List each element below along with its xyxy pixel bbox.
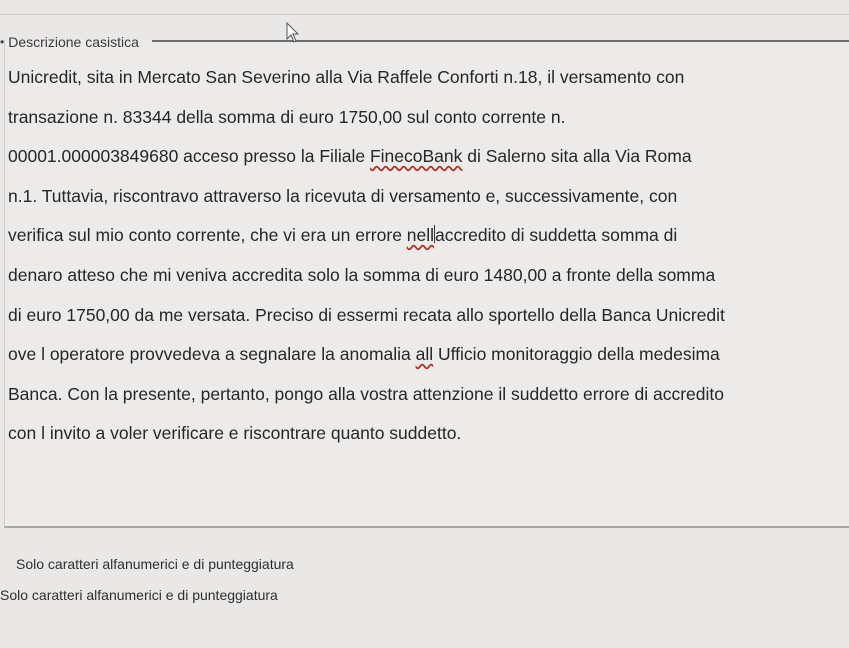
misspelled-word[interactable]: nell [406,225,435,246]
top-divider [0,14,849,15]
text-line: verifica sul mio conto corrente, che vi era un errore nellaccredito di suddetta somma di [8,225,678,246]
text-line: con l invito a voler verificare e riscontrare quanto suddetto. [8,423,462,444]
misspelled-word[interactable]: all [415,344,434,365]
field-label-underline [152,40,849,42]
text-line: denaro atteso che mi veniva accredita solo la somma di euro 1480,00 a fronte della somma [8,264,716,285]
text-line: transazione n. 83344 della somma di euro 1750,00 sul conto corrente n. [8,106,566,127]
text-line: Unicredit, sita in Mercato San Severino alla Via Raffele Conforti n.18, il versamento con [8,67,685,87]
text-caret [434,225,435,243]
text-line: di euro 1750,00 da me versata. Preciso di essermi recata allo sportello della Banca Unicredit [8,304,725,325]
text-line: 00001.000003849680 acceso presso la Filiale FinecoBank di Salerno sita alla Via Roma [8,146,692,167]
misspelled-word[interactable]: FinecoBank [369,146,463,167]
text-line: n.1. Tuttavia, riscontravo attraverso la ricevuta di versamento e, successivamente, con [8,185,678,206]
field-label-text: Descrizione casistica [8,34,139,50]
mouse-pointer-icon [286,22,300,44]
field-label [0,34,139,50]
helper-text: Solo caratteri alfanumerici e di punteggiatura [0,587,278,603]
text-line: Banca. Con la presente, pertanto, pongo alla vostra attenzione il suddetto errore di accredito [8,383,724,404]
helper-text: Solo caratteri alfanumerici e di punteggiatura [16,556,294,572]
bullet-icon: • [0,35,5,49]
description-text[interactable] [8,58,846,454]
text-line: ove l operatore provvedeva a segnalare la anomalia all Ufficio monitoraggio della medesima [8,344,720,365]
